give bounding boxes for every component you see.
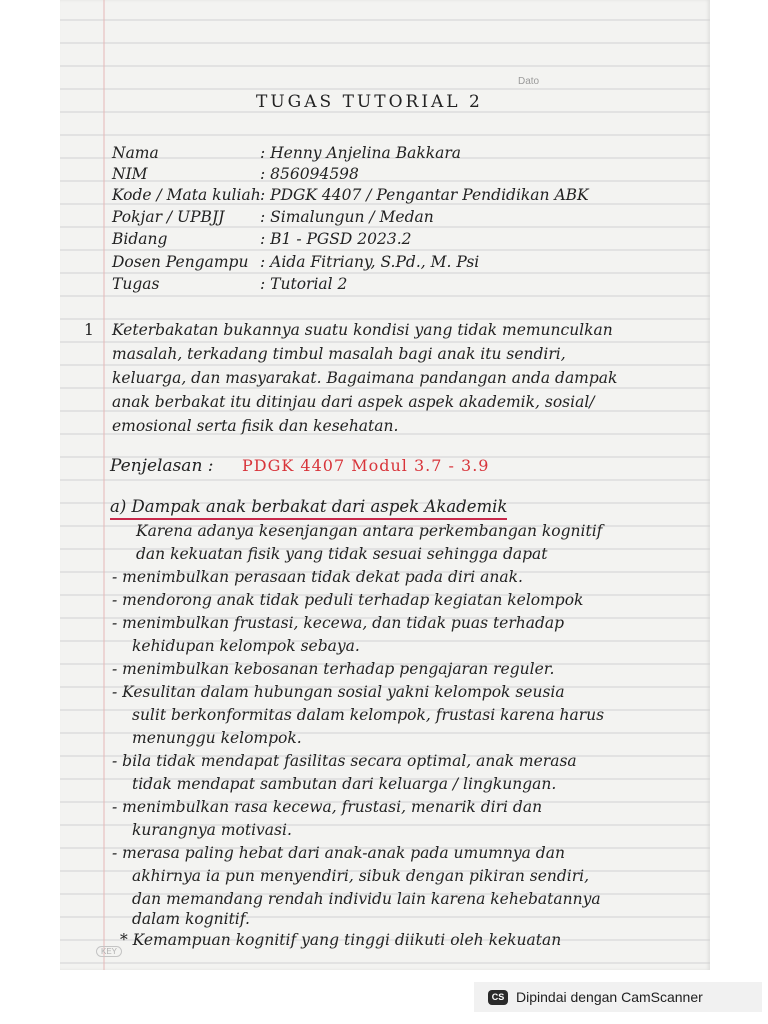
section-a-line: - menimbulkan rasa kecewa, frustasi, menarik diri dan	[112, 798, 543, 816]
section-a-line: dalam kognitif.	[132, 910, 250, 928]
question-line: emosional serta fisik dan kesehatan.	[112, 417, 399, 435]
section-a-line: kehidupan kelompok sebaya.	[132, 637, 360, 655]
question-line: keluarga, dan masyarakat. Bagaimana pandangan anda dampak	[112, 369, 618, 387]
field-value-nama: : Henny Anjelina Bakkara	[260, 144, 462, 162]
section-a-line: Karena adanya kesenjangan antara perkembangan kognitif	[136, 522, 603, 540]
field-label-pokjar: Pokjar / UPBJJ	[112, 208, 225, 226]
field-label-bidang: Bidang	[112, 230, 168, 248]
field-value-kode: : PDGK 4407 / Pengantar Pendidikan ABK	[260, 186, 589, 204]
section-a-line: dan memandang rendah individu lain karena kehebatannya	[132, 890, 601, 908]
field-label-nim: NIM	[112, 165, 148, 183]
field-label-dosen: Dosen Pengampu	[112, 253, 249, 271]
notebook-page	[60, 0, 710, 970]
field-value-bidang: : B1 - PGSD 2023.2	[260, 230, 412, 248]
section-a-line: dan kekuatan fisik yang tidak sesuai sehingga dapat	[136, 545, 548, 563]
question-line: Keterbakatan bukannya suatu kondisi yang tidak memunculkan	[112, 321, 613, 339]
date-label: Dato	[518, 76, 540, 87]
question-number: 1	[84, 321, 94, 339]
section-a-line: - mendorong anak tidak peduli terhadap kegiatan kelompok	[112, 591, 584, 609]
section-a-line: kurangnya motivasi.	[132, 821, 292, 839]
section-a-line: akhirnya ia pun menyendiri, sibuk dengan pikiran sendiri,	[132, 867, 590, 885]
section-a-line: tidak mendapat sambutan dari keluarga / lingkungan.	[132, 775, 557, 793]
field-value-dosen: : Aida Fitriany, S.Pd., M. Psi	[260, 253, 480, 271]
section-a-line: sulit berkonformitas dalam kelompok, frustasi karena harus	[132, 706, 605, 724]
explanation-source: PDGK 4407 Modul 3.7 - 3.9	[242, 456, 490, 475]
field-value-tugas: : Tutorial 2	[260, 275, 348, 293]
field-value-pokjar: : Simalungun / Medan	[260, 208, 434, 226]
paper-brand-mark: KEY	[96, 946, 122, 957]
section-a-line: menunggu kelompok.	[132, 729, 302, 747]
section-a-line: - menimbulkan kebosanan terhadap pengajaran reguler.	[112, 660, 555, 678]
camscanner-watermark	[474, 982, 762, 1012]
section-a-line: - Kesulitan dalam hubungan sosial yakni kelompok seusia	[112, 683, 565, 701]
field-label-nama: Nama	[112, 144, 159, 162]
field-label-tugas: Tugas	[112, 275, 160, 293]
section-a-heading: a) Dampak anak berbakat dari aspek Akademik	[110, 497, 507, 520]
field-label-kode: Kode / Mata kuliah	[112, 186, 261, 204]
section-a-line: * Kemampuan kognitif yang tinggi diikuti oleh kekuatan	[120, 931, 562, 949]
section-a-line: - merasa paling hebat dari anak-anak pada umumnya dan	[112, 844, 565, 862]
section-a-line: - bila tidak mendapat fasilitas secara optimal, anak merasa	[112, 752, 577, 770]
question-line: masalah, terkadang timbul masalah bagi anak itu sendiri,	[112, 345, 566, 363]
section-a-line: - menimbulkan frustasi, kecewa, dan tidak puas terhadap	[112, 614, 565, 632]
explanation-label: Penjelasan :	[110, 456, 214, 476]
handwritten-notes	[60, 0, 710, 970]
camscanner-logo-icon: CS	[488, 990, 508, 1005]
camscanner-text: Dipindai dengan CamScanner	[516, 989, 703, 1005]
section-a-line: - menimbulkan perasaan tidak dekat pada diri anak.	[112, 568, 523, 586]
question-line: anak berbakat itu ditinjau dari aspek aspek akademik, sosial/	[112, 393, 595, 411]
field-value-nim: : 856094598	[260, 165, 359, 183]
page-title: TUGAS TUTORIAL 2	[256, 92, 483, 112]
